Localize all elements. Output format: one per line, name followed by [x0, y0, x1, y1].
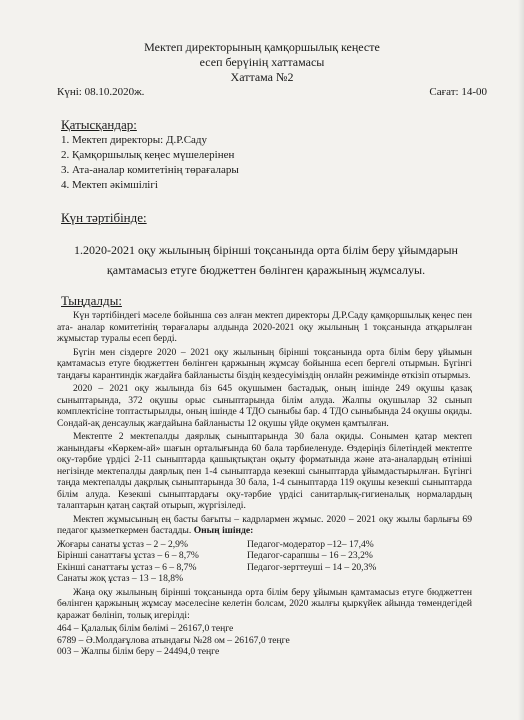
document-header — [0, 40, 524, 85]
fund-line: 003 – Жалпы білім беру – 24494,0 теңге — [57, 646, 220, 657]
fund-line: 464 – Қалалық білім бөлімі – 26167,0 теңге — [57, 623, 234, 634]
stat-right: Педагог-модератор –12– 17,4% — [247, 538, 374, 550]
stat-left: Екінші санаттағы ұстаз – 6 – 8,7% — [57, 561, 197, 573]
stat-left: Жоғары санаты ұстаз – 2 – 2,9% — [57, 538, 188, 550]
participants-list — [52, 133, 239, 193]
participants-heading: Қатысқандар: — [61, 117, 137, 132]
paragraph: Күн тәртібіндегі мәселе бойынша сөз алған мектеп директоры Д.Р.Саду қамқоршылық кеңес пен ата- аналар комитетінің төрағалары алдында 2020-2021 оқу жылының 1 тоқсанында атқарылған жұмыстар туралы есеп берді. — [57, 310, 472, 344]
staff-subheading: Оның ішінде: — [193, 525, 254, 536]
scan-edge-shadow — [518, 0, 524, 720]
participant-item: 3. Ата-аналар комитетінің төрағалары — [72, 163, 239, 178]
meeting-date: Күні: 08.10.2020ж. — [57, 86, 145, 98]
stats-row — [57, 539, 472, 551]
agenda-item: 1.2020-2021 оқу жылының бірінші тоқсанында орта білім беру ұйымдарын қамтамасыз етуге бюджеттен бөлінген қаражының жұмсалуы. — [74, 243, 458, 277]
paragraph: Жаңа оқу жылының бірінші тоқсанында орта білім беру ұйымын қамтамасыз етуге бюджеттен бөлінген қаржының жұмсау мәселесіне келетін болсам, 2020 жылғы қыркүйек айында төмендегідей қаражат бөлініп, толық игерілді: — [57, 586, 472, 621]
stats-row — [57, 562, 472, 574]
participant-item: 4. Мектеп әкімшілігі — [72, 178, 239, 193]
agenda-heading: Күн тәртібінде: — [61, 210, 147, 225]
stat-right: Педагог-зерттеуші – 14 – 20,3% — [247, 561, 377, 573]
staff-text: Мектеп жұмысының ең басты бағыты – кадрлармен жұмыс. 2020 – 2021 оқу жылы барлығы 69 педагог қызметкермен бастадды. — [57, 513, 472, 536]
participant-item: 1. Мектеп директоры: Д.Р.Саду — [72, 133, 239, 148]
paragraph: 2020 – 2021 оқу жылында біз 645 оқушымен бастадық, оның ішінде 249 оқушы қазақ сыныптарында, 372 оқушы орыс сыныптарында білім алуда. Жалпы оқушылар 32 сынып комплектісіне топтастырылды, оның ішінде 4 ТДО сыныбы бар. 4 ТДО сыныбында 24 оқушы оқиды. Сондай-ақ денсаулық жағдайына байланысты 12 оқушы үйде оқумен қамтылған. — [57, 383, 472, 429]
header-line-1: Мектеп директорының қамқоршылық кеңесте — [144, 40, 380, 54]
stats-row — [57, 550, 472, 562]
stat-left: Бірінші санаттағы ұстаз – 6 – 8,7% — [57, 550, 199, 561]
stat-last: Санаты жоқ ұстаз – 13 – 18,8% — [57, 573, 184, 584]
heard-heading: Тыңдалды: — [61, 293, 122, 308]
header-line-2: есеп берүінің хаттамасы — [199, 55, 325, 69]
report-body — [57, 310, 472, 658]
participant-item: 2. Қамқоршылық кеңес мүшелерінен — [72, 148, 239, 163]
paragraph: Мектепте 2 мектепалды даярлық сыныптарында 30 бала оқиды. Сонымен қатар мектеп жанындағы «Көркем-ай» шағын орталығында 60 бала тәрбиеленуде. Өздеріңіз білетіндей мектепте оқу-тәрбие үрдісі 2-11 сыныптарда қашықтықтан оқыту форматында және ата-аналардың өтініші негізінде мектепалды даярлық пен 1-4 сыныптарда кезекші сыныптарда ұйымдастырылған. Бүгінгі таңда мектепалды дақрлық сыныптарында 30 бала, 1-4 сыныптарда 119 оқушы кезекші сыныптарда білім алуда. Кезекші сыныптардағы оқу-тәрбие үрдісі санитарлық-гигиеналық нормалардың талаптарын қатаң сақтай отырып, жүргізіледі. — [57, 431, 472, 511]
fund-line: 6789 – Ә.Молдағұлова атындағы №28 ом – 26167,0 теңге — [57, 634, 290, 646]
paragraph — [57, 514, 472, 537]
protocol-number: Хаттама №2 — [230, 70, 294, 84]
paragraph: Бүгін мен сіздерге 2020 – 2021 оқу жылының бірінші тоқсанында орта білім беру ұйымын қамтамасыз етуге бюджеттен бөлінген қаржының жұмсау бойынша есеп бергелі отырмын. Бүгінгі таңдағы карантиндік жағдайға байланысты біздің кездесуіміздің онлайн режимінде өткізіп отырмыз. — [57, 346, 472, 381]
stat-right: Педагог-сарапшы – 16 – 23,2% — [247, 550, 373, 561]
meeting-time: Сағат: 14-00 — [429, 86, 487, 98]
